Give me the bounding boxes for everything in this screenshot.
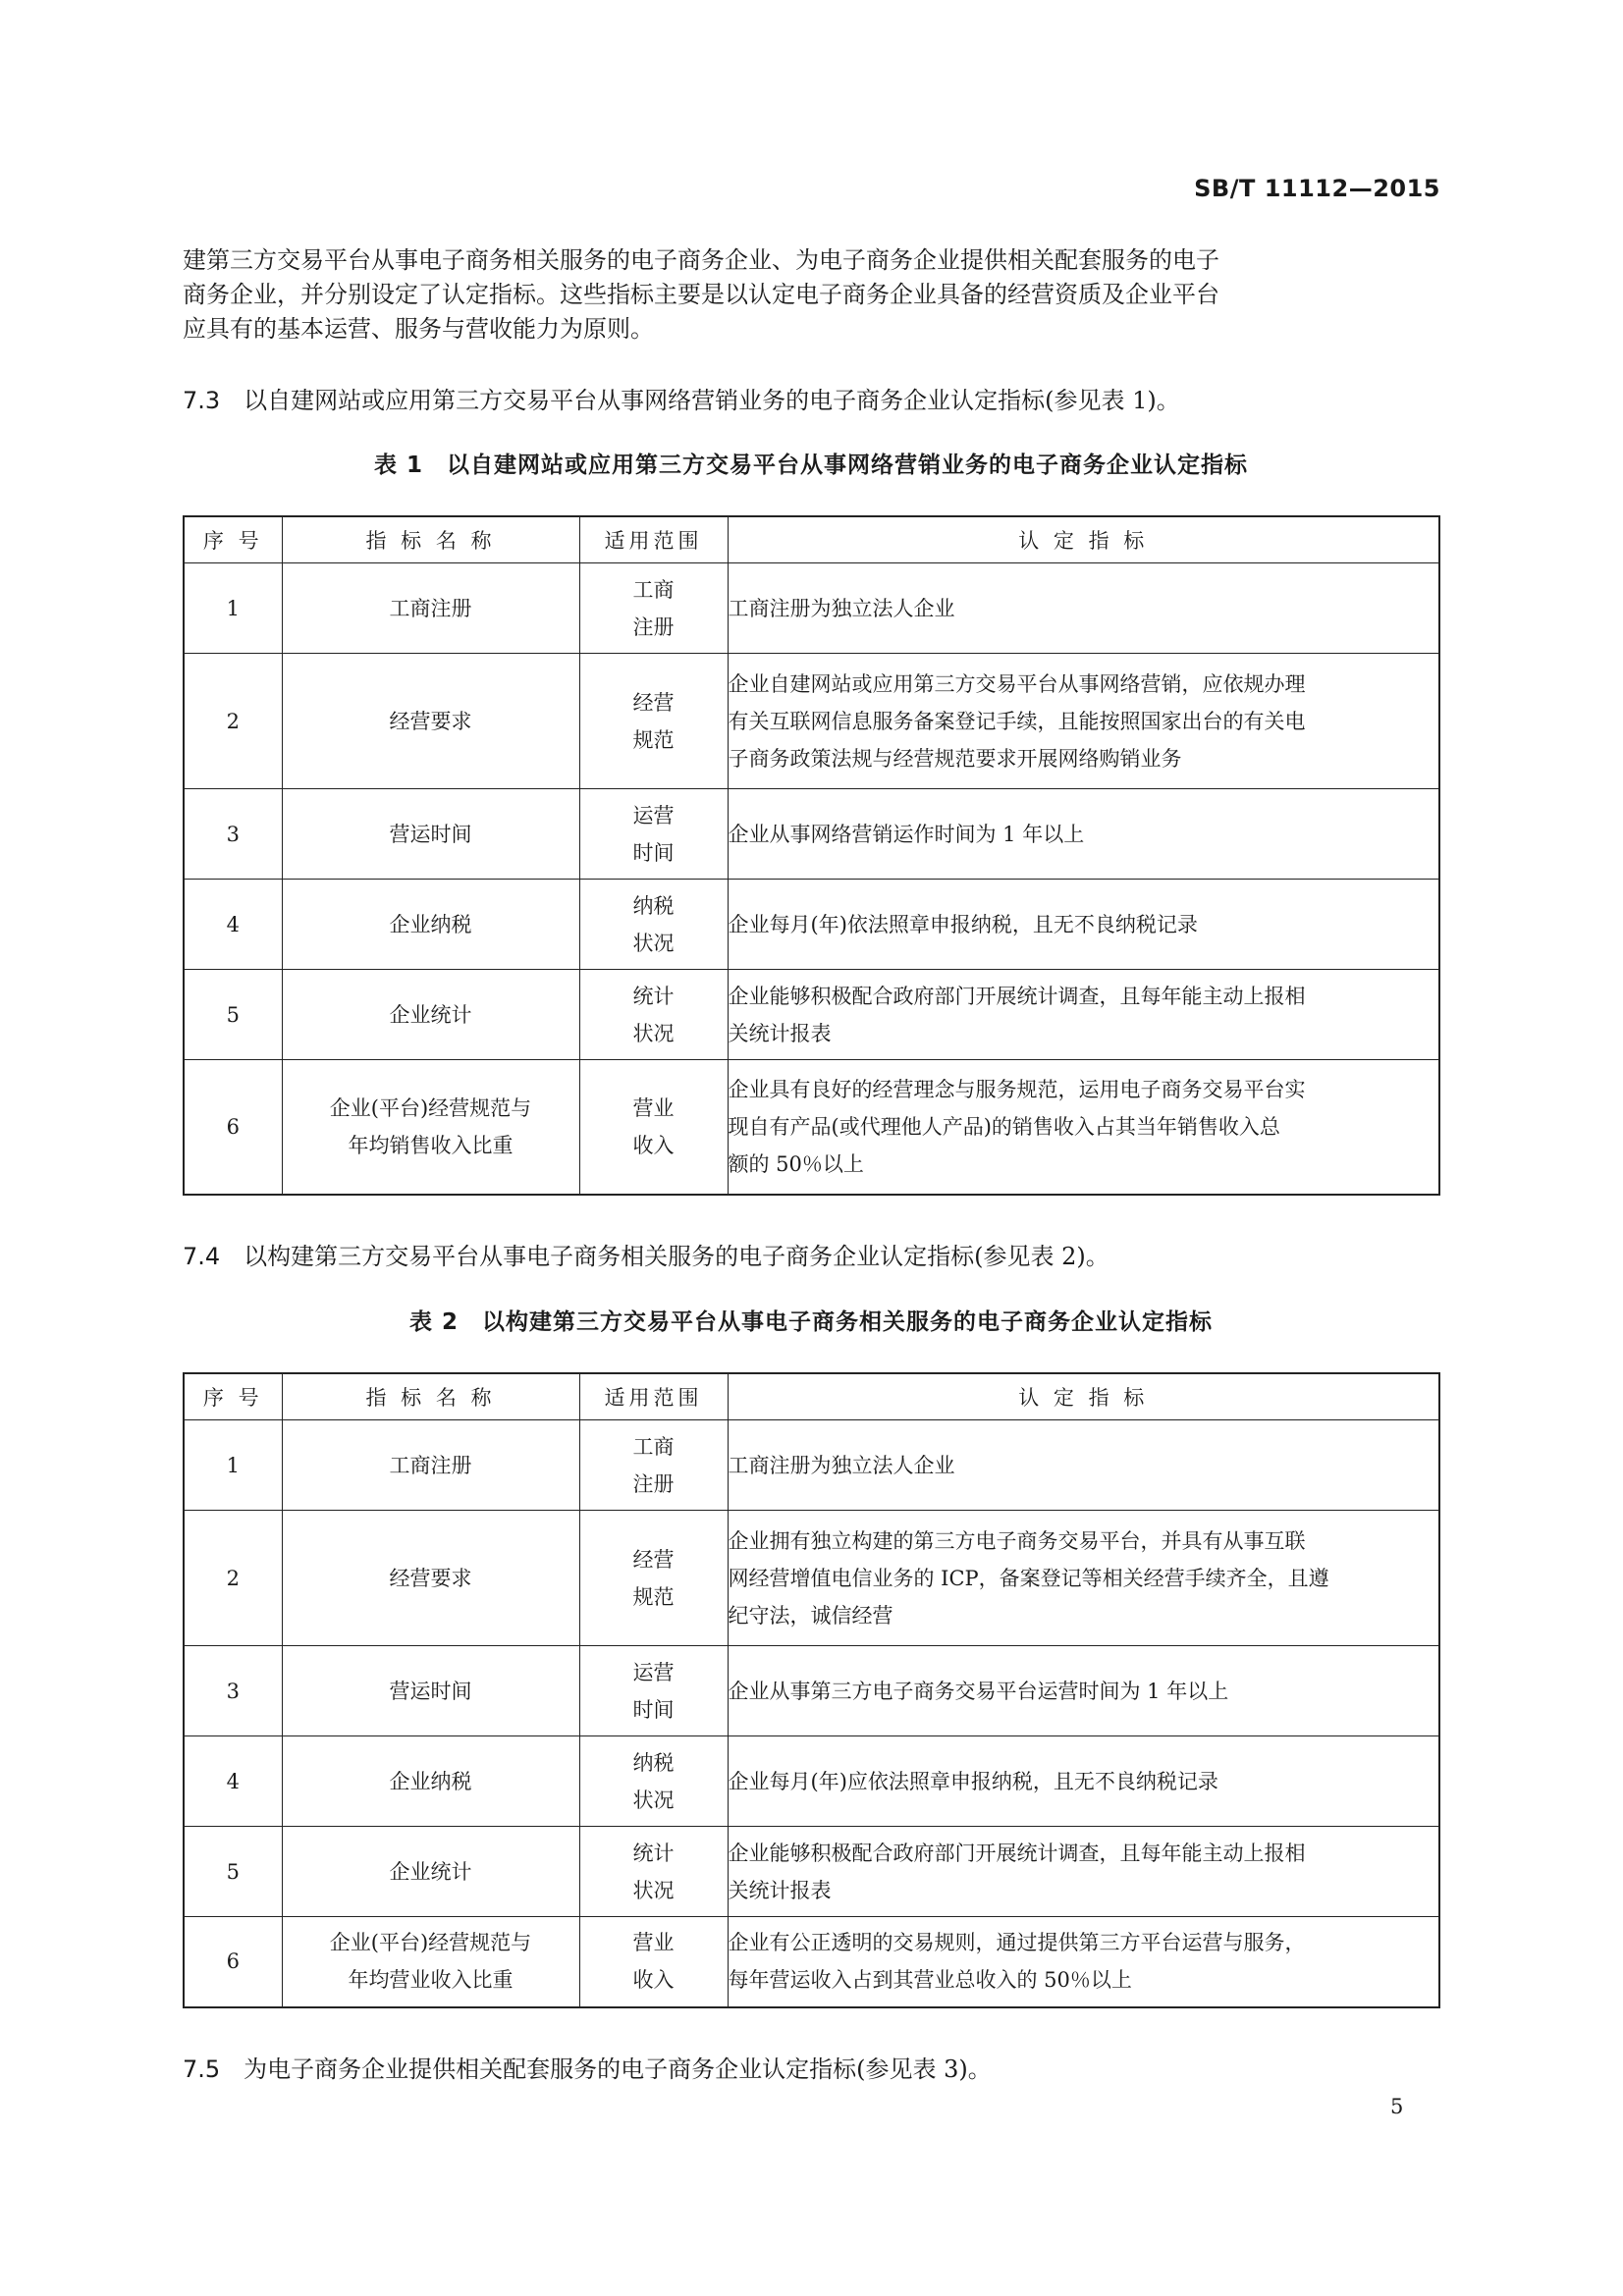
clause-7-5 — [183, 2050, 992, 2084]
cell-name — [282, 563, 579, 654]
cell-no: 2 — [184, 654, 282, 789]
table2 — [183, 1372, 1440, 2008]
cell-criteria-line: 企业每月(年)应依法照章申报纳税，且无不良纳税记录 — [728, 1769, 1218, 1793]
cell-criteria-line: 企业自建网站或应用第三方交易平台从事网络营销，应依规办理 — [728, 671, 1306, 696]
cell-no: 1 — [184, 1420, 282, 1511]
cell-scope — [579, 1511, 728, 1646]
cell-name-line: 企业(平台)经营规范与 — [329, 1095, 532, 1120]
cell-criteria-line: 工商注册为独立法人企业 — [728, 596, 955, 620]
cell-scope — [579, 1827, 728, 1917]
cell-criteria-line: 企业能够积极配合政府部门开展统计调查，且每年能主动上报相 — [728, 984, 1306, 1008]
table-row — [184, 970, 1439, 1060]
cell-name — [282, 654, 579, 789]
cell-scope-line: 规范 — [632, 727, 675, 752]
cell-name-line: 工商注册 — [389, 596, 472, 620]
cell-no: 6 — [184, 1917, 282, 2007]
cell-name — [282, 1420, 579, 1511]
cell-name — [282, 1736, 579, 1827]
cell-criteria-line: 企业每月(年)依法照章申报纳税，且无不良纳税记录 — [728, 912, 1198, 936]
cell-name-line: 企业统计 — [389, 1002, 472, 1027]
cell-scope-line: 状况 — [632, 931, 675, 955]
cell-criteria-line: 现自有产品(或代理他人产品)的销售收入占其当年销售收入总 — [728, 1114, 1280, 1139]
cell-criteria-line: 企业有公正透明的交易规则，通过提供第三方平台运营与服务， — [728, 1931, 1306, 1955]
cell-scope — [579, 563, 728, 654]
cell-name-line: 企业纳税 — [389, 1769, 472, 1793]
cell-scope-line: 经营 — [632, 1547, 675, 1572]
intro-paragraph — [183, 243, 1439, 347]
intro-line: 建第三方交易平台从事电子商务相关服务的电子商务企业、为电子商务企业提供相关配套服务的电子 — [183, 246, 1219, 274]
cell-no: 3 — [184, 789, 282, 880]
cell-name-line: 工商注册 — [389, 1453, 472, 1477]
cell-criteria-line: 工商注册为独立法人企业 — [728, 1453, 955, 1477]
cell-scope — [579, 789, 728, 880]
cell-scope — [579, 1060, 728, 1195]
clause-7-4 — [183, 1237, 1109, 1271]
cell-criteria-line: 子商务政策法规与经营规范要求开展网络购销业务 — [728, 746, 1182, 771]
cell-criteria-line: 企业能够积极配合政府部门开展统计调查，且每年能主动上报相 — [728, 1841, 1306, 1865]
cell-scope-line: 纳税 — [632, 893, 675, 918]
cell-criteria — [728, 880, 1439, 970]
table-row — [184, 563, 1439, 654]
header-criteria: 认 定 指 标 — [728, 1373, 1439, 1420]
table-row — [184, 789, 1439, 880]
clause-7-3 — [183, 381, 1180, 415]
cell-criteria-line: 每年营运收入占到其营业总收入的 50％以上 — [728, 1968, 1132, 1993]
table-row — [184, 1827, 1439, 1917]
cell-criteria-line: 网经营增值电信业务的 ICP，备案登记等相关经营手续齐全，且遵 — [728, 1566, 1329, 1590]
clause-text: 为电子商务企业提供相关配套服务的电子商务企业认定指标(参见表 3)。 — [243, 2056, 992, 2083]
cell-name-line: 经营要求 — [389, 709, 472, 733]
cell-name — [282, 880, 579, 970]
cell-scope-line: 营业 — [632, 1095, 675, 1120]
cell-no: 4 — [184, 1736, 282, 1827]
cell-scope-line: 营业 — [632, 1931, 675, 1955]
cell-name-line: 经营要求 — [389, 1566, 472, 1590]
cell-scope-line: 注册 — [632, 1471, 675, 1496]
cell-scope-line: 运营 — [632, 1660, 675, 1684]
cell-name — [282, 789, 579, 880]
header-no: 序 号 — [184, 1373, 282, 1420]
header-criteria: 认 定 指 标 — [728, 516, 1439, 563]
cell-criteria-line: 关统计报表 — [728, 1021, 832, 1045]
cell-criteria — [728, 1060, 1439, 1195]
cell-scope-line: 时间 — [632, 840, 675, 865]
header-name: 指 标 名 称 — [282, 516, 579, 563]
intro-line: 应具有的基本运营、服务与营收能力为原则。 — [183, 315, 654, 343]
cell-scope-line: 运营 — [632, 803, 675, 828]
table-row — [184, 880, 1439, 970]
cell-scope-line: 统计 — [632, 1841, 675, 1865]
cell-criteria-line: 有关互联网信息服务备案登记手续，且能按照国家出台的有关电 — [728, 709, 1306, 733]
intro-line: 商务企业，并分别设定了认定指标。这些指标主要是以认定电子商务企业具备的经营资质及企业平台 — [183, 281, 1219, 308]
table-row — [184, 654, 1439, 789]
cell-criteria-line: 企业从事网络营销运作时间为 1 年以上 — [728, 822, 1085, 846]
cell-scope — [579, 1420, 728, 1511]
table-header-row — [184, 1373, 1439, 1420]
cell-criteria-line: 企业拥有独立构建的第三方电子商务交易平台，并具有从事互联 — [728, 1528, 1306, 1553]
cell-scope-line: 收入 — [632, 1133, 675, 1157]
cell-criteria-line: 额的 50％以上 — [728, 1151, 864, 1176]
cell-criteria-line: 企业从事第三方电子商务交易平台运营时间为 1 年以上 — [728, 1679, 1229, 1703]
header-no: 序 号 — [184, 516, 282, 563]
cell-criteria — [728, 563, 1439, 654]
header-scope: 适用范围 — [579, 516, 728, 563]
cell-criteria — [728, 1827, 1439, 1917]
cell-name — [282, 1827, 579, 1917]
page-number: 5 — [1390, 2095, 1404, 2118]
table-row — [184, 1420, 1439, 1511]
clause-number: 7.5 — [183, 2056, 221, 2083]
cell-name-line: 营运时间 — [389, 1679, 472, 1703]
cell-no: 3 — [184, 1646, 282, 1736]
cell-name-line: 企业统计 — [389, 1859, 472, 1884]
cell-scope-line: 状况 — [632, 1021, 675, 1045]
cell-name-line: 年均销售收入比重 — [348, 1133, 514, 1157]
cell-no: 5 — [184, 970, 282, 1060]
cell-no: 6 — [184, 1060, 282, 1195]
cell-criteria — [728, 970, 1439, 1060]
cell-name — [282, 1646, 579, 1736]
cell-scope-line: 纳税 — [632, 1750, 675, 1775]
cell-scope-line: 收入 — [632, 1968, 675, 1993]
table-row — [184, 1060, 1439, 1195]
cell-criteria — [728, 1420, 1439, 1511]
cell-scope-line: 时间 — [632, 1697, 675, 1722]
cell-scope-line: 状况 — [632, 1788, 675, 1812]
table-row — [184, 1917, 1439, 2007]
table-row — [184, 1736, 1439, 1827]
cell-criteria — [728, 1917, 1439, 2007]
table1-title: 表 1 以自建网站或应用第三方交易平台从事网络营销业务的电子商务企业认定指标 — [373, 453, 1248, 478]
cell-scope — [579, 1917, 728, 2007]
cell-name-line: 营运时间 — [389, 822, 472, 846]
header-name: 指 标 名 称 — [282, 1373, 579, 1420]
cell-name-line: 年均营业收入比重 — [348, 1968, 514, 1993]
cell-criteria — [728, 1646, 1439, 1736]
cell-scope — [579, 880, 728, 970]
cell-scope-line: 经营 — [632, 690, 675, 715]
cell-scope-line: 状况 — [632, 1878, 675, 1902]
cell-scope-line: 工商 — [632, 1434, 675, 1459]
cell-criteria — [728, 654, 1439, 789]
table-row — [184, 1511, 1439, 1646]
cell-scope — [579, 970, 728, 1060]
cell-criteria — [728, 1736, 1439, 1827]
cell-no: 5 — [184, 1827, 282, 1917]
cell-criteria-line: 企业具有良好的经营理念与服务规范，运用电子商务交易平台实 — [728, 1077, 1306, 1101]
standard-code: SB/T 11112—2015 — [1194, 175, 1440, 202]
cell-scope-line: 注册 — [632, 614, 675, 639]
clause-number: 7.3 — [183, 387, 221, 414]
cell-name — [282, 1917, 579, 2007]
clause-text: 以自建网站或应用第三方交易平台从事网络营销业务的电子商务企业认定指标(参见表 1)。 — [243, 387, 1180, 414]
cell-scope-line: 规范 — [632, 1584, 675, 1609]
cell-scope-line: 工商 — [632, 577, 675, 602]
cell-scope-line: 统计 — [632, 984, 675, 1008]
cell-criteria — [728, 789, 1439, 880]
cell-name — [282, 1511, 579, 1646]
cell-criteria-line: 纪守法，诚信经营 — [728, 1603, 893, 1628]
cell-name-line: 企业(平台)经营规范与 — [329, 1931, 532, 1955]
cell-no: 2 — [184, 1511, 282, 1646]
cell-name — [282, 970, 579, 1060]
table-header-row — [184, 516, 1439, 563]
cell-scope — [579, 654, 728, 789]
cell-no: 4 — [184, 880, 282, 970]
cell-name-line: 企业纳税 — [389, 912, 472, 936]
cell-name — [282, 1060, 579, 1195]
cell-no: 1 — [184, 563, 282, 654]
cell-scope — [579, 1646, 728, 1736]
cell-scope — [579, 1736, 728, 1827]
clause-text: 以构建第三方交易平台从事电子商务相关服务的电子商务企业认定指标(参见表 2)。 — [243, 1243, 1109, 1270]
cell-criteria — [728, 1511, 1439, 1646]
header-scope: 适用范围 — [579, 1373, 728, 1420]
cell-criteria-line: 关统计报表 — [728, 1878, 832, 1902]
table2-title: 表 2 以构建第三方交易平台从事电子商务相关服务的电子商务企业认定指标 — [408, 1309, 1213, 1335]
table1 — [183, 515, 1440, 1196]
clause-number: 7.4 — [183, 1243, 221, 1270]
table-row — [184, 1646, 1439, 1736]
